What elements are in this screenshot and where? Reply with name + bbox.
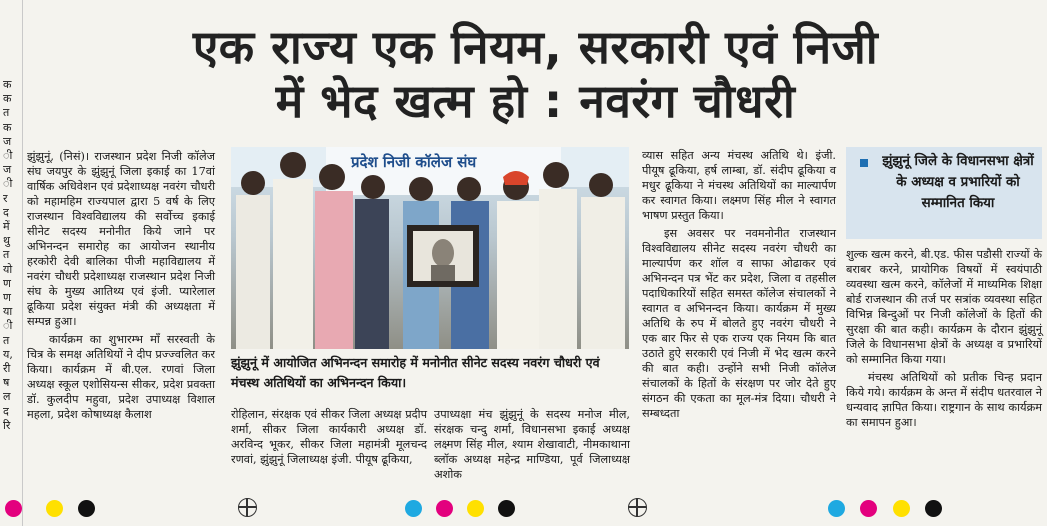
edge-char: यो [3,262,13,276]
edge-char: त [3,248,10,262]
print-color-dot [46,500,63,517]
article-column-3 [231,407,427,467]
edge-char: ण [3,291,11,305]
print-color-dot [467,500,484,517]
headline-line-1: एक राज्य एक नियम, सरकारी एवं निजी [192,20,879,74]
edge-char: क [3,120,12,134]
edge-char: ज [3,134,12,148]
edge-char: त [3,106,10,120]
print-color-dot [893,500,910,517]
registration-crosshair-icon [238,498,257,517]
print-color-dot [828,500,845,517]
edge-char: द [3,404,9,418]
edge-char: र [3,191,8,205]
bullet-square-icon [860,159,868,167]
paragraph: शुल्क खत्म करने, बी.एड. फीस पडौसी राज्यों के बराबर करने, प्रायोगिक विषयों में स्वयंपाठी व्यवस्था खत्म करने, कॉलेजों में माध्यमिक शिक्षा बोर्ड राजस्थान की तर्ज पर सत्रांक व्यवस्था सहित विभिन्न बिन्दुओं पर निजी कॉलेजों के हितों की सुरक्षा की बात कही। कार्यक्रम के दौरान झुंझुनूं जिले के विधानसभा क्षेत्रों के अध्यक्ष व प्रभारियों को सम्मानित किया गया। [846,248,1042,366]
article-column-1 [27,149,215,422]
edge-char: ी [3,149,13,163]
edge-char: री [3,362,11,376]
edge-char: त [3,333,10,347]
edge-char: द [3,205,9,219]
edge-char: थु [3,234,11,248]
paragraph: मंचस्थ अतिथियों को प्रतीक चिन्ह प्रदान किये गये। कार्यक्रम के अन्त में संदीप धतरवाल ने धन्यवाद ज्ञापित किया। राष्ट्रगान के साथ कार्यक्रम का समापन हुआ। [846,371,1042,429]
edge-char: य, [3,347,13,361]
print-color-dot [5,500,22,517]
paragraph: इस अवसर पर नवमनोनीत राजस्थान विश्वविद्यालय सीनेट सदस्य नवरंग चौधरी का माल्यार्पण कर शॉल व साफा ओढाकर एवं अभिनन्दन पत्र भेंट कर प्रदेश, जिला व तहसील पदाधिकारियों सहित समस्त कॉलेज संचालकों ने स्वागत व अभिनन्दन किया। कार्यक्रम में मुख्य अतिथि के रुप में बोलते हुए नवरंग चौधरी ने एक बार फिर से एक राज्य एक नियम कि बात उठाते हुऐ सरकारी एवं निजी में भेद खत्म करने की बात कही। उन्होंने सभी निजी कॉलेज संचालकों के हितों के संरक्षण पर जोर देते हुए संगठन की एकता का मूल-मंत्र दिया। चौधरी ने सम्बध्दता [642,227,836,420]
paragraph: उपाध्यक्षा मंच झुंझुनूं के सदस्य मनोज मील, संरक्षक चन्दु शर्मा, विधानसभा इकाई अध्यक्ष लक्ष्मण सिंह मील, श्याम शेखावाटी, नीमकाथाना ब्लॉक अध्यक्ष महेन्द्र माण्डिया, पूर्व जिलाध्यक्ष अशोक [434,408,630,481]
edge-char: में [3,220,10,234]
edge-char: ल [3,390,11,404]
paragraph: झुंझुनूं, (निसं)। राजस्थान प्रदेश निजी कॉलेज संघ जयपुर के झुंझुनूं जिला इकाई का 17वां वार्षिक अधिवेशन एवं प्रदेशाध्यक्ष नवरंग चौधरी को महामहिम राज्यपाल द्वारा 5 वर्ष के लिए राजस्थान विश्वविद्यालय की सर्वोच्च इकाई सीनेट सदस्य मनोनीत किये जाने पर अभिनन्दन समारोह का आयोजन स्थानीय हरकोरी देवी बालिका पीजी महाविद्यालय में नवरंग चौधरी प्रदेशाध्यक्ष राजस्थान प्रदेश निजी संघ के मुख्य आतिथ्य एवं इंजी. प्यारेलाल ढूकिया प्रदेश संयुक्त मंत्री की अध्यक्षता में सम्पन्न हुआ। [27,150,215,328]
adjacent-article-edge [0,0,23,526]
paragraph: व्यास सहित अन्य मंचस्थ अतिथि थे। इंजी. पीयूष ढूकिया, हर्ष लाम्बा, डॉ. संदीप ढूकिया व मधुर ढूकिया ने मंचस्थ अतिथियों का माल्यार्पण कर स्वागत किया। लक्ष्मण सिंह मील ने स्वागत भाषण प्रस्तुत किया। [642,149,836,222]
edge-char: क [3,78,12,91]
subheading-text: झुंझुनूं जिले के विधानसभा क्षेत्रों के अध्यक्ष व प्रभारियों को सम्मानित किया [882,154,1034,211]
edge-char: ष [3,376,10,390]
print-color-dot [436,500,453,517]
edge-char: ज [3,163,12,177]
banner-text: प्रदेश निजी कॉलेज संघ [351,153,477,171]
edge-char: ी [3,177,13,191]
news-photo [231,147,629,349]
article-column-5 [642,148,836,421]
photo-illustration [231,147,629,349]
print-color-dot [925,500,942,517]
print-color-dot [498,500,515,517]
registration-crosshair-icon [628,498,647,517]
photo-caption: झुंझुनूं में आयोजित अभिनन्दन समारोह में मनोनीत सीनेट सदस्य नवरंग चौधरी एवं मंचस्थ अतिथियों का अभिनन्दन किया। [231,355,600,390]
print-color-dot [405,500,422,517]
edge-char: या [3,305,13,319]
edge-char: रि [3,418,11,432]
print-color-dot [860,500,877,517]
edge-char: ण [3,276,11,290]
edge-char: क [3,92,12,106]
article-column-6 [846,247,1042,430]
edge-char: ी [3,319,13,333]
print-color-dot [78,500,95,517]
headline [24,20,1047,128]
paragraph: कार्यक्रम का शुभारम्भ माँ सरस्वती के चित्र के समक्ष अतिथियों ने दीप प्रज्ज्वलित कर किया। कार्यक्रम में बी.एल. रणवां जिला अध्यक्ष स्कूल एशोसियन्स सीकर, प्रदेश प्रवक्ता डॉ. कुलदीप महुवा, प्रदेश उपाध्यक्ष विशाल महला, प्रदेश कोषाध्यक्ष कैलाश [27,333,215,421]
paragraph: रोहिलान, संरक्षक एवं सीकर जिला अध्यक्ष प्रदीप शर्मा, सीकर जिला कार्यकारी अध्यक्ष डॉ. अरविन्द भूकर, सीकर जिला महामंत्री मूलचन्द रणवां, झुंझुनूं जिलाध्यक्ष इंजी. पीयूष ढूकिया, [231,408,427,466]
subheading-box [846,147,1042,239]
article-column-4 [434,407,630,482]
headline-line-2: में भेद खत्म हो : नवरंग चौधरी [275,74,796,128]
